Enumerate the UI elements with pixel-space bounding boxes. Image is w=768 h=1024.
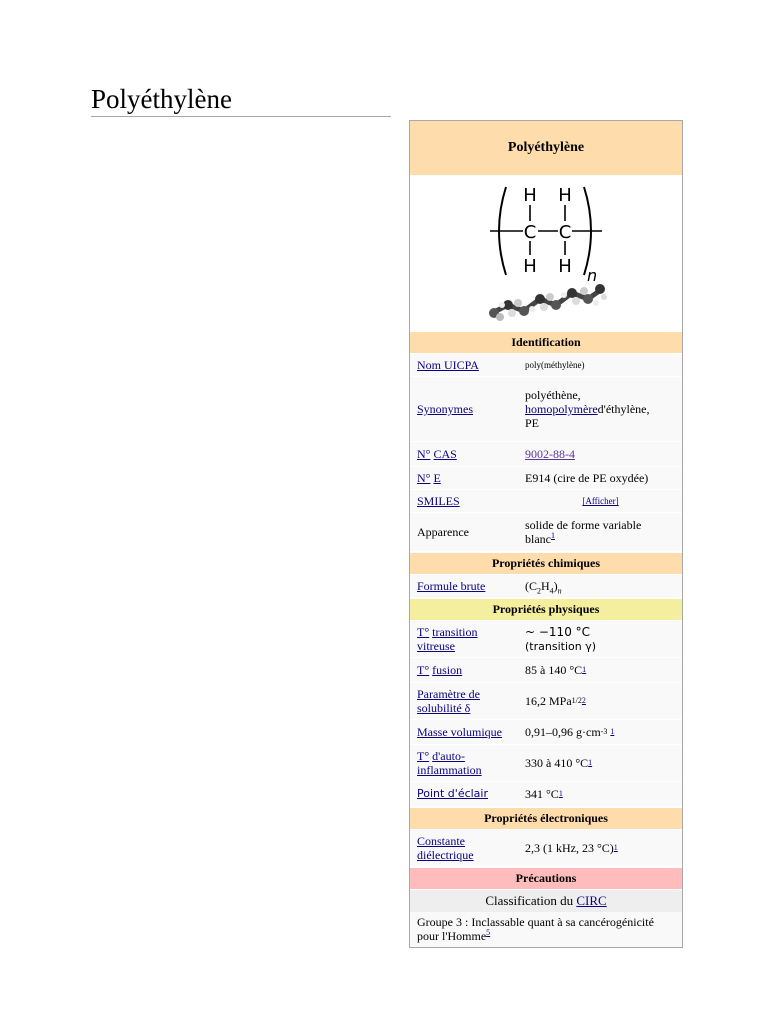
transition-vitreuse-note: (transition γ): [525, 639, 596, 653]
row-synonymes: [410, 377, 682, 442]
row-auto-inflammation: [410, 745, 682, 782]
e-number-value: E914 (cire de PE oxydée): [525, 471, 649, 485]
infobox: [409, 120, 683, 948]
synonyme-2: d'éthylène,: [597, 402, 650, 416]
parametre-solubilite-link[interactable]: Paramètre de: [417, 687, 480, 701]
circ-classification: Classification du CIRC: [410, 890, 682, 912]
ref-link[interactable]: 1: [613, 843, 618, 852]
title-divider: [91, 116, 391, 117]
atom-h4: H: [558, 256, 572, 277]
row-constante-dielectrique: [410, 830, 682, 867]
page-title: Polyéthylène: [91, 84, 232, 114]
transition-vitreuse-value: ~ −110 °C: [525, 624, 591, 639]
transition-vitreuse-link-2[interactable]: vitreuse: [417, 639, 455, 653]
row-solubilite: Paramètre de solubilité δ 16,2 MPa 1/2 2: [410, 683, 682, 720]
row-cas: [410, 442, 682, 467]
auto-inflammation-value: 330 à 410 °C: [525, 756, 589, 770]
section-identification: Identification: [410, 331, 682, 354]
formule-brute-value: $(C_2H_4)_n$: [525, 579, 562, 596]
temperature-fusion-t-link[interactable]: T°: [417, 663, 430, 677]
transition-vitreuse-link[interactable]: transition: [432, 625, 478, 639]
row-transition-vitreuse: [410, 621, 682, 658]
ref-link[interactable]: 1: [582, 665, 587, 674]
row-e-number: [410, 467, 682, 490]
row-point-eclair: [410, 782, 682, 807]
row-smiles: [410, 490, 682, 513]
ref-link[interactable]: 1: [610, 727, 615, 736]
fusion-link[interactable]: fusion: [432, 663, 463, 677]
row-masse-volumique: Masse volumique 0,91–0,96 g·cm -3 1: [410, 720, 682, 745]
smiles-show-button[interactable]: [Afficher]: [582, 496, 619, 506]
point-eclair-link[interactable]: Point d'éclair: [417, 787, 489, 800]
atom-h3: H: [523, 256, 537, 277]
ref-link[interactable]: 2: [581, 696, 586, 705]
atom-c1: C: [523, 222, 537, 243]
nom-uicpa-link[interactable]: Nom UICPA: [417, 358, 479, 372]
constante-dielectrique-link[interactable]: Constante: [417, 834, 465, 848]
section-proprietes-electroniques: Propriétés électroniques: [410, 807, 682, 830]
apparence-value-1: solide de forme variable: [525, 518, 642, 532]
fusion-value: 85 à 140 °C: [525, 663, 583, 677]
section-proprietes-chimiques: Propriétés chimiques: [410, 552, 682, 575]
masse-volumique-value: 0,91–0,96 g·cm: [525, 725, 601, 739]
numero-e-link[interactable]: N°: [417, 471, 431, 485]
cas-link[interactable]: CAS: [433, 447, 457, 461]
point-eclair-value: 341 °C: [525, 787, 559, 801]
cas-number-link[interactable]: 9002-88-4: [525, 447, 575, 461]
row-fusion: [410, 658, 682, 683]
synonymes-link[interactable]: Synonymes: [417, 402, 474, 416]
apparence-label: Apparence: [417, 525, 469, 539]
constante-dielectrique-link-2[interactable]: diélectrique: [417, 848, 474, 862]
nom-uicpa-value: poly(méthylène): [525, 360, 585, 370]
synonyme-1: polyéthène,: [525, 388, 581, 402]
atom-h2: H: [558, 185, 572, 206]
temperature-link[interactable]: T°: [417, 625, 430, 639]
homopolymere-link[interactable]: homopolymère: [525, 402, 598, 416]
auto-inflammation-t-link[interactable]: T°: [417, 749, 430, 763]
infobox-image: [410, 177, 682, 331]
row-nom-uicpa: [410, 354, 682, 377]
parametre-solubilite-link-2[interactable]: solubilité δ: [417, 701, 471, 715]
section-precautions: Précautions: [410, 867, 682, 890]
constante-dielectrique-value: 2,3 (1 kHz, 23 °C): [525, 841, 614, 855]
circ-link[interactable]: CIRC: [576, 893, 607, 908]
ref-link[interactable]: 1: [558, 789, 563, 798]
masse-volumique-link[interactable]: Masse volumique: [417, 725, 502, 739]
synonyme-3: PE: [525, 416, 540, 430]
ref-link[interactable]: 5: [486, 928, 491, 937]
circ-groupe: Groupe 3 : Inclassable quant à sa cancérogénicité pour l'Homme$^5$: [410, 912, 682, 947]
atom-c2: C: [558, 222, 572, 243]
section-proprietes-physiques: Propriétés physiques: [410, 598, 682, 621]
auto-inflammation-link[interactable]: d'auto-: [432, 749, 465, 763]
row-formule-brute: [410, 575, 682, 598]
solubilite-value: 16,2 MPa: [525, 694, 572, 708]
numero-link[interactable]: N°: [417, 447, 431, 461]
formule-brute-link[interactable]: Formule brute: [417, 579, 486, 593]
auto-inflammation-link-2[interactable]: inflammation: [417, 763, 482, 777]
row-apparence: [410, 513, 682, 552]
infobox-title: Polyéthylène: [410, 121, 682, 177]
ref-link[interactable]: 1: [588, 758, 593, 767]
smiles-link[interactable]: SMILES: [417, 494, 460, 508]
ref-link[interactable]: 1: [551, 531, 555, 540]
repeat-n: n: [587, 266, 598, 285]
apparence-value-2: blanc: [525, 532, 551, 546]
polyethylene-structure-image[interactable]: [488, 181, 608, 325]
e-link[interactable]: E: [433, 471, 441, 485]
molecule-chain-icon: [489, 284, 607, 321]
atom-h1: H: [523, 185, 537, 206]
